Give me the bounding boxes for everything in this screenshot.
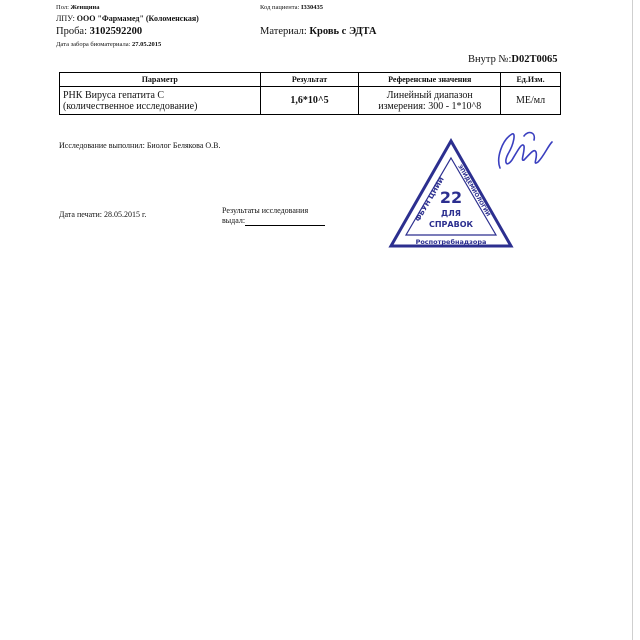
column-header-reference: Референсные значения — [359, 73, 501, 87]
column-header-unit: Ед.Изм. — [501, 73, 561, 87]
table-row — [60, 87, 561, 115]
stamp-number: 22 — [439, 188, 463, 207]
print-date: Дата печати: 28.05.2015 г. — [59, 210, 147, 219]
sex-value: Женщина — [70, 4, 100, 11]
patient-code-value: I330435 — [300, 4, 323, 11]
signature — [478, 128, 558, 176]
collection-date-label: Дата забора биоматериала: — [56, 41, 131, 48]
column-header-result: Результат — [260, 73, 359, 87]
lpu-line — [56, 14, 199, 23]
issued-by-block — [222, 206, 325, 226]
material-value: Кровь с ЭДТА — [309, 26, 377, 37]
internal-number-label: Внутр №: — [468, 54, 512, 65]
collection-date-line — [56, 41, 161, 48]
parameter-cell — [60, 87, 261, 115]
unit-cell: МЕ/мл — [501, 87, 561, 115]
sex-label: Пол: — [56, 4, 69, 11]
internal-number-value: D02T0065 — [511, 54, 558, 65]
performed-by: Исследование выполнил: Биолог Белякова О.В. — [59, 141, 221, 150]
result-cell: 1,6*10^5 — [260, 87, 359, 115]
stamp-text-2: СПРАВОК — [428, 220, 474, 229]
sample-label: Проба: — [56, 26, 88, 37]
issued-by-line-2 — [222, 216, 325, 226]
sex-line — [56, 4, 100, 11]
results-table — [59, 72, 561, 115]
patient-code-line — [260, 4, 323, 11]
sample-value: 3102592200 — [89, 26, 143, 37]
material-label: Материал: — [260, 26, 307, 37]
lpu-value: ООО "Фармамед" (Коломенская) — [76, 14, 199, 23]
parameter-method: (количественное исследование) — [63, 100, 198, 112]
material-line — [260, 26, 377, 37]
issued-by-line-1: Результаты исследования — [222, 206, 309, 215]
reference-line-1: Линейный диапазон — [386, 89, 473, 101]
stamp-bottom: Роспотребнадзора — [415, 238, 487, 246]
lpu-label: ЛПУ: — [56, 14, 75, 23]
patient-code-label: Код пациента: — [260, 4, 300, 11]
stamp-org-left: ФБУН ЦНИИ — [413, 175, 446, 223]
issued-by-label: выдал: — [222, 216, 246, 225]
parameter-name: РНК Вируса гепатита С — [63, 89, 165, 101]
sample-line — [56, 26, 142, 37]
issued-by-signature-line — [245, 217, 325, 226]
reference-line-2: измерения: 300 - 1*10^8 — [378, 100, 482, 112]
column-header-parameter: Параметр — [60, 73, 261, 87]
stamp-org-right: ЭПИДЕМИОЛОГИИ — [456, 164, 491, 218]
reference-cell — [359, 87, 501, 115]
page-edge — [632, 0, 633, 640]
table-header-row — [60, 73, 561, 87]
stamp-text-1: ДЛЯ — [441, 209, 461, 218]
collection-date-value: 27.05.2015 — [132, 41, 162, 48]
internal-number-line — [468, 54, 558, 65]
